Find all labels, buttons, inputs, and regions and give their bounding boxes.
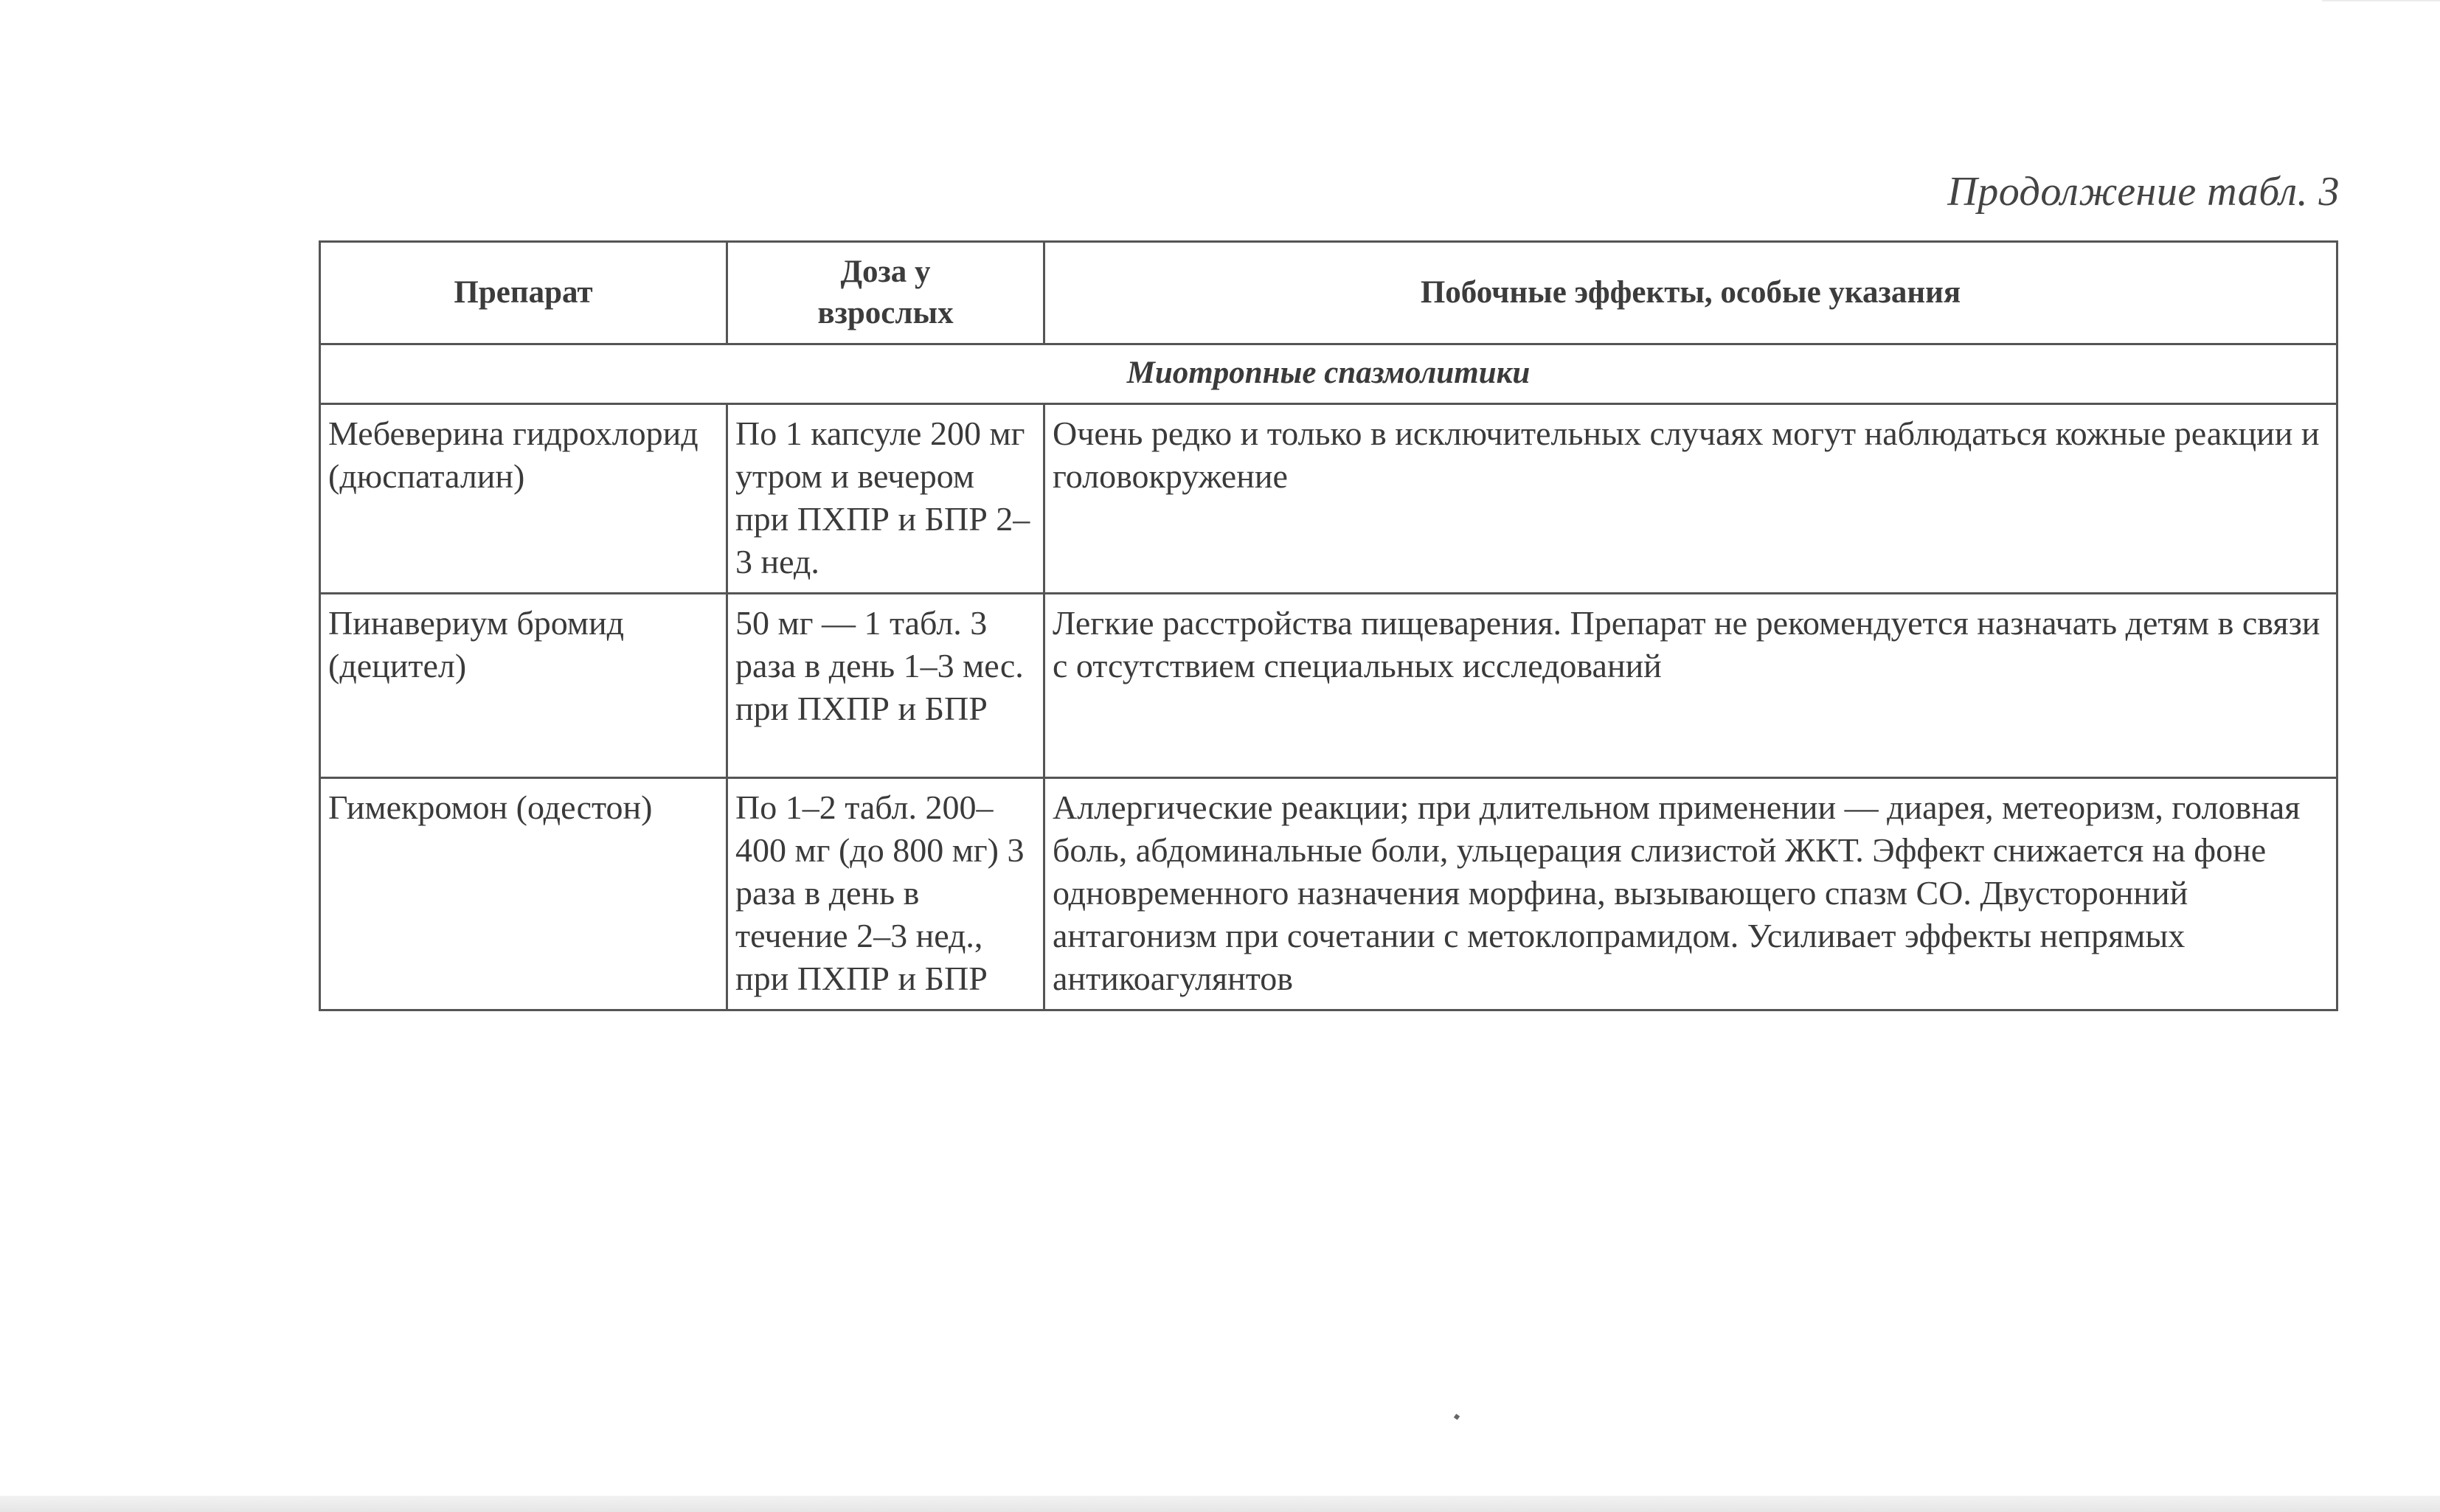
- drug-name: Гимекромон (одестон): [320, 778, 727, 1010]
- scan-edge-top: [2322, 0, 2440, 28]
- table-caption: Продолжение табл. 3: [1947, 169, 2340, 215]
- drug-table: [319, 240, 2338, 1011]
- table-header-row: [320, 242, 2337, 344]
- drug-name: Пинавериум бромид (децител): [320, 594, 727, 778]
- drug-effects: Легкие расстройства пищеварения. Препарат не рекомендуется назначать детям в связи с отсутствием специальных исследований: [1044, 594, 2337, 778]
- scan-edge-bottom: [0, 1496, 2440, 1512]
- header-effects: Побочные эффекты, особые указания: [1044, 242, 2337, 344]
- section-row: [320, 344, 2337, 404]
- drug-dose: 50 мг — 1 табл. 3 раза в день 1–3 мес. при ПХПР и БПР: [727, 594, 1044, 778]
- drug-effects: Аллергические реакции; при длительном применении — диарея, метеоризм, головная боль, абдоминальные боли, ульцерация слизистой ЖКТ. Эффект снижается на фоне одновременного назначения морфина, вызывающего спазм СО. Двусторонний антагонизм при сочетании с метоклопрамидом. Усиливает эффекты непрямых антикоагулянтов: [1044, 778, 2337, 1010]
- drug-name: Мебеверина гидрохлорид (дюспаталин): [320, 404, 727, 594]
- scan-speck: [1454, 1414, 1460, 1420]
- table-row: [320, 594, 2337, 778]
- table-row: [320, 404, 2337, 594]
- drug-effects: Очень редко и только в исключительных случаях могут наблюдаться кожные реакции и головокружение: [1044, 404, 2337, 594]
- drug-dose: По 1–2 табл. 200–400 мг (до 800 мг) 3 раза в день в течение 2–3 нед., при ПХПР и БПР: [727, 778, 1044, 1010]
- drug-dose: По 1 капсуле 200 мг утром и вечером при ПХПР и БПР 2–3 нед.: [727, 404, 1044, 594]
- table-row: [320, 778, 2337, 1010]
- header-drug: Препарат: [320, 242, 727, 344]
- section-title: Миотропные спазмолитики: [320, 344, 2337, 404]
- header-dose: Доза у взрослых: [727, 242, 1044, 344]
